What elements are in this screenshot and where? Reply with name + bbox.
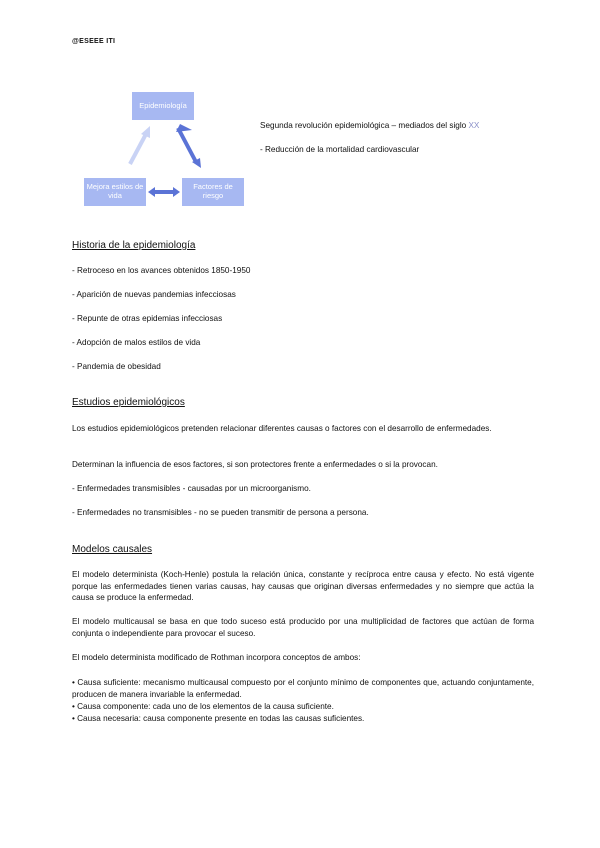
header-logo: @ESEEE ITI — [72, 38, 116, 45]
modelos-paragraph: El modelo determinista (Koch-Henle) postula la relación única, constante y recíproca entre causa y efecto. No está vigente porque las enfermedades tienen varias causas, hay causas que originan diversas enfermedades y no siempre que actúa la causa se produce la enfermedad. — [72, 570, 534, 602]
modelos-bullet: • Causa componente: cada uno de los elementos de la causa suficiente. — [72, 702, 334, 711]
arrow-bottom-horizontal — [148, 187, 180, 197]
side-title-accent: XX — [468, 121, 480, 130]
box-epidemiologia: Epidemiología — [132, 92, 194, 120]
estudios-paragraph: - Enfermedades no transmisibles - no se pueden transmitir de persona a persona. — [72, 508, 369, 517]
historia-item: - Aparición de nuevas pandemias infecciosas — [72, 290, 236, 299]
modelos-bullet: • Causa suficiente: mecanismo multicausal compuesto por el conjunto mínimo de componentes que, actuando conjuntamente, producen de manera invariable la enfermedad. — [72, 678, 534, 699]
epidemiology-cycle-diagram — [80, 80, 252, 212]
heading-historia: Historia de la epidemiología — [72, 240, 196, 251]
arrow-left-up — [130, 126, 150, 164]
side-item: - Reducción de la mortalidad cardiovascular — [260, 145, 420, 154]
modelos-paragraph: El modelo multicausal se basa en que todo suceso está producido por una multiplicidad de factores que actúan de forma conjunta o independiente para provocar el suceso. — [72, 617, 534, 638]
historia-item: - Adopción de malos estilos de vida — [72, 338, 201, 347]
side-title — [260, 121, 479, 130]
historia-item: - Retroceso en los avances obtenidos 1850-1950 — [72, 266, 251, 275]
estudios-paragraph: Los estudios epidemiológicos pretenden relacionar diferentes causas o factores con el desarrollo de enfermedades. — [72, 424, 492, 433]
historia-item: - Pandemia de obesidad — [72, 362, 161, 371]
arrow-right-down — [176, 124, 201, 168]
box-factores-riesgo: Factores de riesgo — [182, 178, 244, 206]
side-title-text: Segunda revolución epidemiológica – mediados del siglo — [260, 121, 469, 130]
estudios-paragraph: - Enfermedades transmisibles - causadas por un microorganismo. — [72, 484, 311, 493]
heading-estudios: Estudios epidemiológicos — [72, 397, 185, 408]
box-mejora-estilos: Mejora estilos de vida — [84, 178, 146, 206]
modelos-bullet: • Causa necesaria: causa componente presente en todas las causas suficientes. — [72, 714, 365, 723]
estudios-paragraph: Determinan la influencia de esos factores, si son protectores frente a enfermedades o si la provocan. — [72, 460, 438, 469]
historia-item: - Repunte de otras epidemias infecciosas — [72, 314, 223, 323]
heading-modelos: Modelos causales — [72, 544, 153, 555]
modelos-paragraph: El modelo determinista modificado de Rothman incorpora conceptos de ambos: — [72, 653, 361, 662]
